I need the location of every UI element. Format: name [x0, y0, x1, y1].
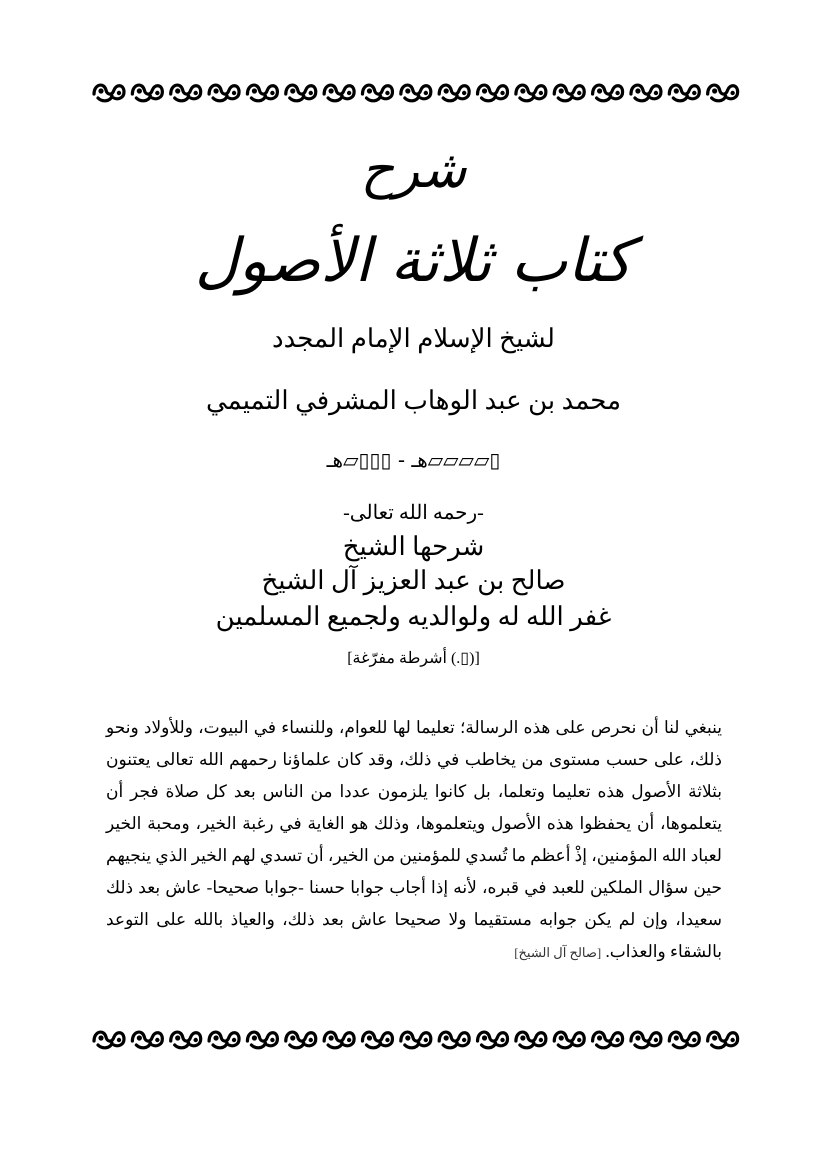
- heading-sharh: شرح: [360, 140, 467, 200]
- ornament-motif: [516, 1032, 546, 1048]
- ornament-border-bottom: [88, 1023, 740, 1051]
- ornament-motif: [209, 85, 239, 101]
- author-name: محمد بن عبد الوهاب المشرفي التميمي: [206, 386, 621, 415]
- ornament-motif: [554, 1032, 584, 1048]
- ornament-motif: [554, 85, 584, 101]
- supplication-line: غفر الله له ولوالديه ولجميع المسلمين: [215, 602, 612, 631]
- ornament-motif: [286, 85, 316, 101]
- dates-line: ▯▱▱▱▱هـ - ▯▯▯▱هـ: [326, 448, 501, 472]
- ornament-motif: [132, 1032, 162, 1048]
- ornament-motif: [171, 85, 201, 101]
- body-paragraph: ينبغي لنا أن نحرص على هذه الرسالة؛ تعليما لها للعوام، وللنساء في البيوت، وللأولاد ونحو ذلك، على حسب مستوى من يخاطب في ذلك، وقد كان علماؤنا رحمهم الله تعالى يعتنون بثلاثة الأصول هذه تعليما وتعلما، بل كانوا يلزمون عددا من الناس بعد كل صلاة فجر أن يتعلموها، أن يحفظوا هذه الأصول ويتعلموها، وذلك هو الغاية في رغبة الخير، ومحبة الخير لعباد الله المؤمنين، إذْ أعظم ما تُسدي للمؤمنين من الخير، أن تسدي لهم الخير الذي ينجيهم حين سؤال الملكين للعبد في قبره، لأنه إذا أجاب جوابا حسنا -جوابا صحيحا- عاش بعد ذلك سعيدا، وإن لم يكن جوابه مستقيما ولا صحيحا عاش بعد ذلك، والعياذ بالله على التوعد بالشقاء والعذاب.: [106, 718, 722, 961]
- ornament-motif: [401, 85, 431, 101]
- ornament-motif: [132, 85, 162, 101]
- ornament-motif: [593, 85, 623, 101]
- ornament-motif: [324, 85, 354, 101]
- body-paragraph-block: [106, 712, 722, 969]
- ornament-motif: [94, 85, 124, 101]
- ornament-motif: [593, 1032, 623, 1048]
- ornament-border-top: [88, 76, 740, 104]
- ornament-motif: [286, 1032, 316, 1048]
- author-epithet: لشيخ الإسلام الإمام المجدد: [272, 324, 555, 353]
- ornament-motif: [324, 1032, 354, 1048]
- ornament-motif: [401, 1032, 431, 1048]
- book-title: كتاب ثلاثة الأصول: [194, 226, 633, 296]
- ornament-motif: [708, 1032, 738, 1048]
- ornament-motif: [669, 85, 699, 101]
- ornament-motif: [631, 1032, 661, 1048]
- ornament-motif: [478, 1032, 508, 1048]
- ornament-motif: [94, 1032, 124, 1048]
- ornament-motif: [171, 1032, 201, 1048]
- ornament-motif: [439, 85, 469, 101]
- ornament-motif: [362, 85, 392, 101]
- commentator-intro: شرحها الشيخ: [342, 532, 485, 561]
- tapes-note: [(▯.) أشرطة مفرّغة]: [347, 650, 480, 667]
- source-attribution: [صالح آل الشيخ]: [514, 945, 602, 960]
- commentator-name: صالح بن عبد العزيز آل الشيخ: [261, 566, 566, 595]
- ornament-motif: [362, 1032, 392, 1048]
- ornament-motif: [247, 85, 277, 101]
- ornament-motif: [478, 85, 508, 101]
- ornament-motif: [439, 1032, 469, 1048]
- ornament-motif: [516, 85, 546, 101]
- ornament-motif: [631, 85, 661, 101]
- ornament-motif: [209, 1032, 239, 1048]
- ornament-motif: [708, 85, 738, 101]
- rahimahu-line: -رحمه الله تعالى-: [343, 502, 484, 524]
- ornament-motif: [247, 1032, 277, 1048]
- ornament-motif: [669, 1032, 699, 1048]
